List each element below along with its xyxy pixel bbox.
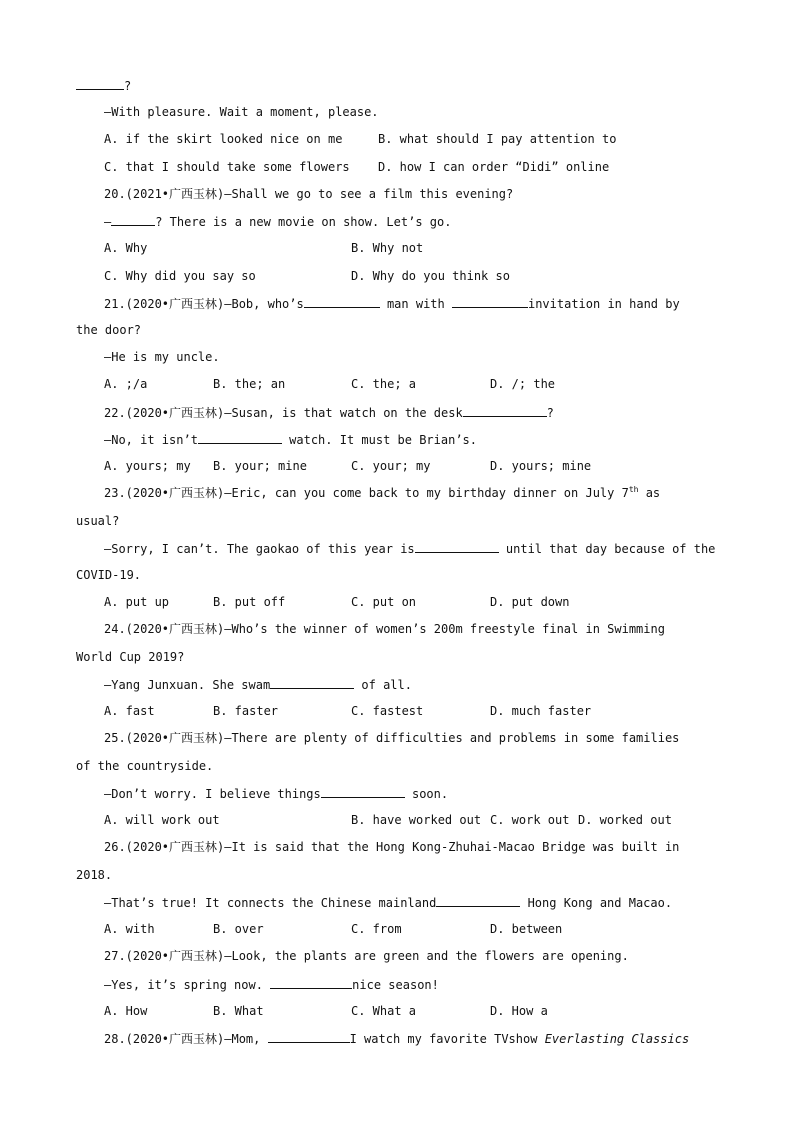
q26-option-d: D. between bbox=[490, 922, 563, 936]
answer-blank bbox=[452, 296, 528, 308]
q26-response: —That’s true! It connects the Chinese mainland Hong Kong and Macao. bbox=[104, 896, 673, 910]
answer-blank bbox=[270, 977, 352, 989]
q24-stem-line2: World Cup 2019? bbox=[76, 650, 185, 664]
q27-option-d: D. How a bbox=[490, 1004, 548, 1018]
q19-stem-tail: ? bbox=[76, 78, 131, 93]
q24-option-a: A. fast bbox=[104, 704, 155, 718]
answer-blank bbox=[463, 405, 547, 417]
q25-option-c: C. work out bbox=[490, 813, 570, 827]
q23-response-line2: COVID-19. bbox=[76, 568, 142, 582]
q24-option-c: C. fastest bbox=[351, 704, 424, 718]
answer-blank bbox=[198, 432, 282, 444]
q21-option-d: D. /; the bbox=[490, 377, 556, 391]
q25-option-a: A. will work out bbox=[104, 813, 220, 827]
q19-option-b: B. what should I pay attention to bbox=[378, 132, 617, 146]
answer-blank bbox=[76, 78, 124, 90]
q23-response: —Sorry, I can’t. The gaokao of this year is until that day because of the bbox=[104, 542, 716, 556]
q23-stem-line2: usual? bbox=[76, 514, 120, 528]
q22-option-b: B. your; mine bbox=[213, 459, 307, 473]
q25-stem-line2: of the countryside. bbox=[76, 759, 214, 773]
q25-stem: 25.(2020•广西玉林)—There are plenty of difficulties and problems in some families bbox=[104, 731, 680, 745]
q27-option-a: A. How bbox=[104, 1004, 148, 1018]
q22-option-c: C. your; my bbox=[351, 459, 431, 473]
answer-blank bbox=[321, 786, 405, 798]
q23-stem: 23.(2020•广西玉林)—Eric, can you come back to my birthday dinner on July 7th as bbox=[104, 485, 661, 500]
q24-stem: 24.(2020•广西玉林)—Who’s the winner of women’s 200m freestyle final in Swimming bbox=[104, 622, 665, 636]
answer-blank bbox=[415, 541, 499, 553]
q21-response: —He is my uncle. bbox=[104, 350, 220, 364]
q20-option-d: D. Why do you think so bbox=[351, 269, 510, 283]
q24-response: —Yang Junxuan. She swam of all. bbox=[104, 678, 412, 692]
q27-stem: 27.(2020•广西玉林)—Look, the plants are green and the flowers are opening. bbox=[104, 949, 629, 963]
q20-option-c: C. Why did you say so bbox=[104, 269, 256, 283]
q20-stem: 20.(2021•广西玉林)—Shall we go to see a film this evening? bbox=[104, 187, 514, 201]
q26-option-c: C. from bbox=[351, 922, 402, 936]
q21-stem-line2: the door? bbox=[76, 323, 142, 337]
answer-blank bbox=[304, 296, 380, 308]
q26-stem: 26.(2020•广西玉林)—It is said that the Hong Kong-Zhuhai-Macao Bridge was built in bbox=[104, 840, 680, 854]
q23-option-a: A. put up bbox=[104, 595, 170, 609]
q22-stem: 22.(2020•广西玉林)—Susan, is that watch on the desk ? bbox=[104, 406, 554, 420]
q20-option-b: B. Why not bbox=[351, 241, 424, 255]
q25-option-d: D. worked out bbox=[578, 813, 672, 827]
q21-option-c: C. the; a bbox=[351, 377, 417, 391]
q19-option-c: C. that I should take some flowers bbox=[104, 160, 350, 174]
answer-blank bbox=[111, 214, 155, 226]
answer-blank bbox=[268, 1031, 350, 1043]
q28-stem: 28.(2020•广西玉林)—Mom, I watch my favorite TVshow Everlasting Classics bbox=[104, 1032, 690, 1046]
q25-response: —Don’t worry. I believe things soon. bbox=[104, 787, 449, 801]
q25-option-b: B. have worked out bbox=[351, 813, 482, 827]
show-title: Everlasting Classics bbox=[544, 1032, 690, 1046]
q19-response: —With pleasure. Wait a moment, please. bbox=[104, 105, 379, 119]
q26-option-a: A. with bbox=[104, 922, 155, 936]
q23-option-d: D. put down bbox=[490, 595, 570, 609]
q20-response: — ? There is a new movie on show. Let’s go. bbox=[104, 215, 452, 229]
q22-option-d: D. yours; mine bbox=[490, 459, 592, 473]
q21-option-b: B. the; an bbox=[213, 377, 286, 391]
q24-option-d: D. much faster bbox=[490, 704, 592, 718]
answer-blank bbox=[270, 677, 354, 689]
q20-option-a: A. Why bbox=[104, 241, 148, 255]
q22-option-a: A. yours; my bbox=[104, 459, 191, 473]
q27-response: —Yes, it’s spring now. nice season! bbox=[104, 978, 439, 992]
q26-option-b: B. over bbox=[213, 922, 264, 936]
q21-option-a: A. ;/a bbox=[104, 377, 148, 391]
answer-blank bbox=[436, 895, 520, 907]
q26-stem-line2: 2018. bbox=[76, 868, 113, 882]
q22-response: —No, it isn’t watch. It must be Brian’s. bbox=[104, 433, 477, 447]
q19-option-d: D. how I can order “Didi” online bbox=[378, 160, 610, 174]
q27-option-b: B. What bbox=[213, 1004, 264, 1018]
q21-stem: 21.(2020•广西玉林)—Bob, who’s man with invitation in hand by bbox=[104, 297, 680, 311]
q24-option-b: B. faster bbox=[213, 704, 279, 718]
q27-option-c: C. What a bbox=[351, 1004, 417, 1018]
q23-option-c: C. put on bbox=[351, 595, 417, 609]
q23-option-b: B. put off bbox=[213, 595, 286, 609]
q19-option-a: A. if the skirt looked nice on me bbox=[104, 132, 343, 146]
